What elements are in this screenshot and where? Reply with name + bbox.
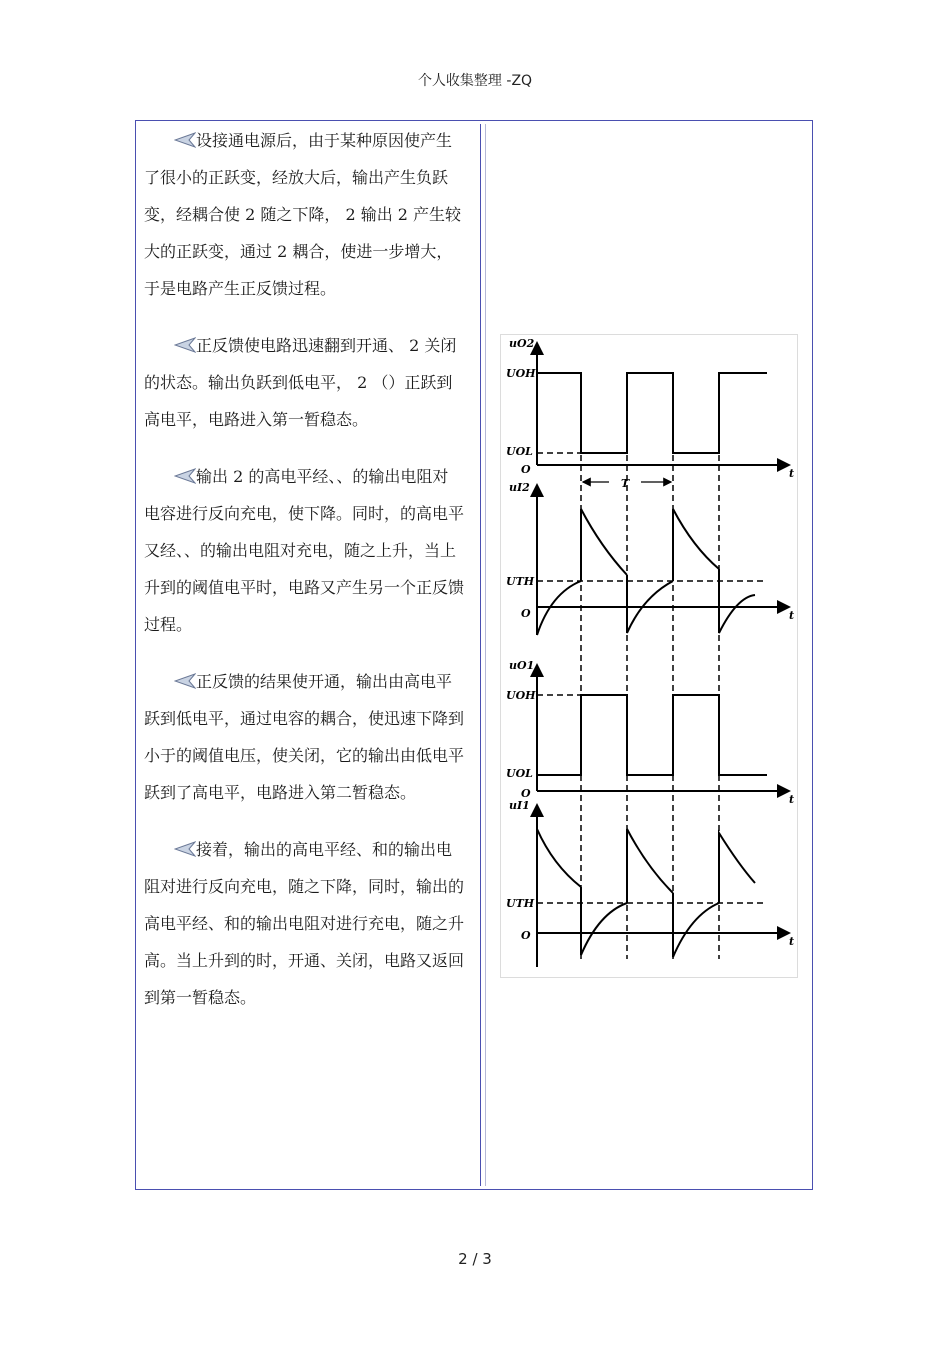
ui2-charge-2: [627, 575, 673, 633]
label-uol-1: UOL: [506, 445, 533, 458]
uo1-waveform: [537, 695, 767, 775]
paragraph-text: 接着，输出的高电平经、和的输出电阻对进行反向充电，随之下降，同时，输出的高电平经、和的输出电阻对进行充电，随之升高。当上升到的时，开通、关闭，电路又返回到第一暂稳态。: [144, 840, 465, 1007]
paragraph-text: 输出 2 的高电平经、、的输出电阻对电容进行反向充电，使下降。同时，的高电平又经、、的输出电阻对充电，随之上升，当上升到的阈值电平时，电路又产生另一个正反馈过程。: [144, 467, 465, 634]
column-divider: [480, 124, 481, 1186]
ui2-discharge-2: [673, 509, 719, 581]
page-header: 个人收集整理 -ZQ: [417, 73, 533, 89]
ui1-discharge-2: [627, 829, 673, 903]
label-t-1: t: [789, 467, 795, 480]
paragraph-1: [144, 122, 464, 307]
paragraph-3: [144, 458, 464, 643]
label-uth-2: UTH: [506, 897, 535, 910]
ui2-charge-3: [719, 569, 755, 633]
label-ui1: uI1: [509, 799, 530, 812]
bullet-arrow-icon: [174, 833, 196, 849]
bullet-arrow-icon: [174, 124, 196, 140]
label-uoh-1: UOH: [506, 367, 536, 380]
label-origin-1: O: [521, 463, 531, 476]
label-t-3: t: [789, 793, 795, 806]
page-number: 2 / 3: [458, 1250, 492, 1268]
paragraph-text: 正反馈的结果使开通，输出由高电平跃到低电平，通过电容的耦合，使迅速下降到小于的阈值电压，使关闭，它的输出由低电平跃到了高电平，电路进入第二暂稳态。: [144, 672, 465, 802]
paragraph-5: [144, 831, 464, 1016]
label-t-4: t: [789, 935, 795, 948]
label-ui2: uI2: [509, 481, 530, 494]
label-t-2: t: [789, 609, 795, 622]
waveform-diagram: [501, 335, 797, 977]
bullet-arrow-icon: [174, 460, 196, 476]
explanation-column: [144, 122, 464, 1036]
ui2-discharge-1: [581, 509, 627, 581]
waveform-figure: [500, 334, 798, 978]
ui1-charge-1: [581, 887, 627, 955]
label-period: T: [621, 477, 630, 490]
label-origin-2: O: [521, 607, 531, 620]
label-origin-3: O: [521, 787, 531, 800]
label-uo1: uO1: [509, 659, 535, 672]
paragraph-text: 正反馈使电路迅速翻到开通、 2 关闭的状态。输出负跃到低电平， 2 （）正跃到高电平，电路进入第一暂稳态。: [144, 336, 457, 429]
label-uth-1: UTH: [506, 575, 535, 588]
bullet-arrow-icon: [174, 665, 196, 681]
label-uoh-2: UOH: [506, 689, 536, 702]
bullet-arrow-icon: [174, 329, 196, 345]
uo2-waveform: [537, 373, 767, 453]
paragraph-4: [144, 663, 464, 811]
label-origin-4: O: [521, 929, 531, 942]
paragraph-2: [144, 327, 464, 438]
label-uo2: uO2: [509, 337, 535, 350]
ui1-discharge-3: [719, 833, 755, 903]
ui1-discharge-1: [537, 829, 581, 887]
paragraph-text: 设接通电源后，由于某种原因使产生了很小的正跃变，经放大后，输出产生负跃变，经耦合使 2 随之下降， 2 输出 2 产生较大的正跃变，通过 2 耦合，使进一步增大，于是电路产生正反馈过程。: [144, 131, 462, 298]
label-uol-2: UOL: [506, 767, 533, 780]
column-divider-inner: [485, 124, 486, 1186]
